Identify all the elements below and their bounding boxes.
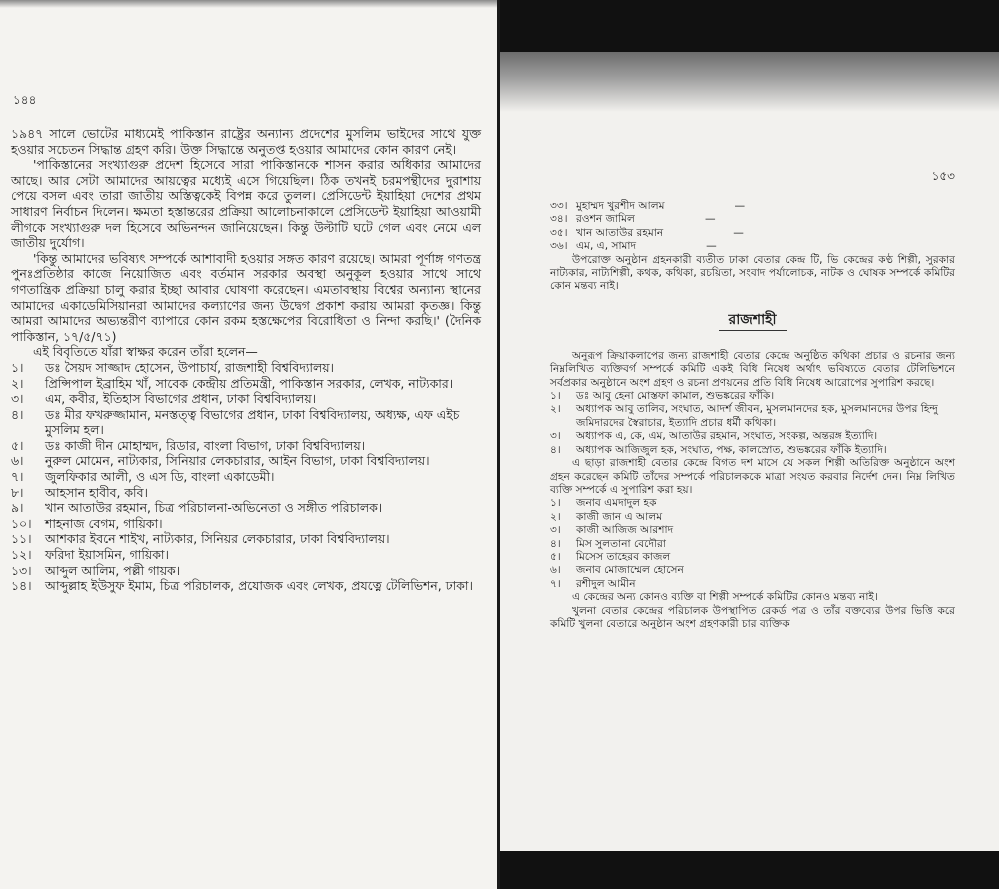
paragraph-1: ১৯৪৭ সালে ভোটের মাধ্যমেই পাকিস্তান রাষ্ট্রের অন্যান্য প্রদেশের মুসলিম ভাইদের সাথে যুক্ত হওয়ার সচেতন সিদ্ধান্ত গ্রহণ করি। উক্ত সিদ্ধান্তে অনুতপ্ত হওয়ার আমাদের কোন কারণ নেই। bbox=[11, 126, 481, 157]
item-text: এম, কবীর, ইতিহাস বিভাগের প্রধান, ঢাকা বিশ্ববিদ্যালয়। bbox=[45, 391, 317, 407]
list-item bbox=[11, 438, 481, 454]
item-dash: — bbox=[706, 240, 717, 253]
item-text: ডঃ সৈয়দ সাজ্জাদ হোসেন, উপাচার্য, রাজশাহী বিশ্ববিদ্যালয়। bbox=[45, 359, 334, 375]
list-item bbox=[550, 551, 955, 564]
list-item bbox=[11, 391, 481, 407]
item-number: ৬। bbox=[11, 453, 24, 469]
item-text: আশকার ইবনে শাইখ, নাট্যকার, সিনিয়র লেকচারার, ঢাকা বিশ্ববিদ্যালয়। bbox=[45, 531, 390, 547]
item-text: আব্দুল্লাহ ইউসুফ ইমাম, চিত্র পরিচালক, প্রযোজক এবং লেখক, প্রযত্নে টেলিভিশন, ঢাকা। bbox=[45, 578, 473, 594]
name-list-top bbox=[550, 200, 955, 254]
list-item bbox=[11, 516, 481, 532]
item-number: ১৪। bbox=[11, 578, 32, 594]
paragraph-no-comment: এ কেন্দ্রের অন্য কোনও ব্যক্তি বা শিল্পী সম্পর্কে কমিটির কোনও মন্তব্য নাই। bbox=[572, 591, 878, 604]
item-text: জনাব এমদাদুল হক bbox=[576, 497, 657, 510]
item-number: ৩৪। bbox=[550, 213, 568, 226]
item-number: ৩৫। bbox=[550, 226, 568, 239]
item-number: ৯। bbox=[11, 500, 24, 516]
item-number: ২। bbox=[550, 510, 561, 523]
item-number: ১। bbox=[550, 390, 561, 403]
right-page bbox=[500, 52, 999, 851]
list-item bbox=[550, 227, 955, 240]
scan-edge-shadow bbox=[0, 0, 497, 8]
list-item bbox=[550, 524, 955, 537]
list-item bbox=[550, 200, 955, 213]
item-text: জনাব মোজাম্মেল হোসেন bbox=[576, 564, 684, 577]
item-number: ১০। bbox=[11, 515, 32, 531]
list-item bbox=[550, 390, 955, 403]
list-item bbox=[11, 578, 481, 594]
page-number-right: ১৫৩ bbox=[931, 169, 955, 183]
paragraph-4: এই বিবৃতিতে যাঁরা স্বাক্ষর করেন তাঁরা হলেন— bbox=[33, 344, 258, 360]
item-text: অধ্যাপক আবু তালিব, সংঘাত, আদর্শ জীবন, মুসলমানদের হক, মুসলমানদের উপর হিন্দু জমিদারদের স্বৈরাচার, ইত্যাদি প্রচার ধর্মী কথিকা। bbox=[576, 403, 938, 429]
item-text: ডঃ মীর ফখরুজ্জামান, মনস্তত্ত্ব বিভাগের প্রধান, ঢাকা বিশ্ববিদ্যালয়, অধ্যক্ষ, এফ এইচ মুসলিম হল। bbox=[45, 406, 460, 438]
page-number-left: ১৪৪ bbox=[13, 93, 37, 107]
list-item bbox=[11, 360, 481, 376]
item-text: অধ্যাপক আজিজুল হক, সংঘাত, পক্ষ, কালস্রোত, শুভঙ্করের ফাঁকি ইত্যাদি। bbox=[576, 443, 887, 456]
item-text: আহসান হাবীব, কবি। bbox=[45, 484, 148, 500]
item-number: ৩। bbox=[11, 391, 24, 407]
item-dash: — bbox=[734, 200, 746, 212]
section-heading-text: রাজশাহী bbox=[719, 312, 787, 331]
item-number: ১৩। bbox=[11, 562, 32, 578]
paragraph-rajshahi: অনুরূপ ক্রিয়াকলাপের জন্য রাজশাহী বেতার কেন্দ্রে অনুষ্ঠিত কথিকা প্রচার ও রচনার জন্য নিম্নলিখিত ব্যক্তিবর্গ সম্পর্কে কমিটি একই বিধি নিষেধ অর্থাৎ ভবিষ্যতে বেতার টেলিভিশনে সর্বপ্রকার অনুষ্ঠানে অংশ গ্রহণ ও রচনা প্রণয়নের প্রতি বিধি নিষেধ আরোপের সুপারিশ করছে। bbox=[550, 349, 955, 389]
item-number: ৭। bbox=[550, 577, 561, 590]
section-heading bbox=[550, 308, 955, 332]
left-page bbox=[0, 0, 497, 889]
item-number: ৩। bbox=[550, 430, 561, 443]
list-item bbox=[11, 500, 481, 516]
list-item bbox=[11, 485, 481, 501]
list-item bbox=[550, 497, 955, 510]
list-item bbox=[11, 376, 481, 392]
item-text: খান আতাউর রহমান, চিত্র পরিচালনা-অভিনেতা ও সঙ্গীত পরিচালক। bbox=[45, 500, 383, 516]
paragraph-2: 'পাকিস্তানের সংখ্যাগুরু প্রদেশ হিসেবে সারা পাকিস্তানকে শাসন করার অধিকার আমাদের আছে। আর সেটা আমাদের আয়ত্বের মধ্যেই এসে গিয়েছিল। ঠিক তখনই চরমপন্থীদের দুরাশায় পেয়ে বসল এবং তারা জাতীয় অস্তিত্বকেই বিপন্ন করে তুলল। প্রেসিডেন্ট ইয়াহিয়া দেশের প্রথম সাধারণ নির্বাচন দিলেন। ক্ষমতা হস্তান্তরের প্রক্রিয়া আলোচনাকালে প্রেসিডেন্ট ইয়াহিয়া আওয়ামী লীগকে সংখ্যাগুরু দল হিসেবে অভিনন্দন জানিয়েছেন। কিন্তু উল্টাটি ঘটে গেল এবং নেমে এল জাতীয় দুর্যোগ। bbox=[11, 157, 481, 251]
scan-border-bottom bbox=[500, 851, 999, 889]
list-item bbox=[550, 538, 955, 551]
list-item bbox=[550, 444, 955, 457]
item-text: রশীদুল আমীন bbox=[576, 577, 636, 590]
paragraph-committee-note: উপরোক্ত অনুষ্ঠান গ্রহনকারী ব্যতীত ঢাকা বেতার কেন্দ্র টি, ভি কেন্দ্রের কণ্ঠ শিল্পী, সুরকার নাট্যকার, নাট্যশিল্পী, কথক, কথিকা, রচয়িতা, সংবাদ পর্যালোচক, নাটক ও ঘোষক সম্পর্কে কমিটির কোন মন্তব্য নাই। bbox=[550, 253, 955, 293]
item-number: ৫। bbox=[550, 550, 561, 563]
item-text: শাহনাজ বেগম, গায়িকা। bbox=[45, 515, 163, 531]
paragraph-3: 'কিন্তু আমাদের ভবিষ্যৎ সম্পর্কে আশাবাদী হওয়ার সঙ্গত কারণ রয়েছে। আমরা পূর্ণাঙ্গ গণতন্ত্র পুনঃপ্রতিষ্ঠার কাজে নিয়োজিত এবং বর্তমান সরকার অবস্থা অনুকূল হওয়ার সাথে সাথে গণতান্ত্রিক প্রক্রিয়া চালু করার ইচ্ছা আবার ঘোষণা করেছেন। এমতাবস্থায় বিশ্বের অন্যান্য স্থানের আমাদের একাডেমিসিয়ানরা আমাদের কল্যাণের জন্য উদ্বেগ প্রকাশ করায় আমরা কৃতজ্ঞ। কিন্তু আমরা আমাদের অভ্যন্তরীণ ব্যাপারে কোন রকম হস্তক্ষেপের বিরোধিতা ও নিন্দা করছি।' (দৈনিক পাকিস্তান, ১৭/৫/৭১) bbox=[11, 250, 481, 344]
item-text: আব্দুল আলিম, পল্লী গায়ক। bbox=[45, 562, 181, 578]
scan-border-top bbox=[500, 0, 999, 52]
item-text: মিস সুলতানা বেদৌরা bbox=[576, 537, 666, 550]
item-text: রওশন জামিল bbox=[576, 213, 635, 226]
item-dash: — bbox=[733, 226, 744, 239]
item-number: ৫। bbox=[11, 437, 24, 453]
item-number: ৩। bbox=[550, 524, 561, 537]
scan-edge-shadow bbox=[500, 52, 999, 112]
item-text: অধ্যাপক এ, কে, এম, আতাউর রহমান, সংঘাত, সংকল্প, অন্তরঙ্গ ইত্যাদি। bbox=[576, 430, 878, 443]
signatory-list bbox=[11, 360, 481, 594]
list-item bbox=[11, 407, 481, 438]
item-text: জুলফিকার আলী, ও এস ডি, বাংলা একাডেমী। bbox=[45, 469, 275, 485]
list-item bbox=[11, 563, 481, 579]
item-text: কাজী জান এ আলম bbox=[576, 510, 663, 523]
list-item bbox=[550, 511, 955, 524]
item-text: মুহাম্মদ খুরশীদ আলম bbox=[576, 200, 665, 212]
list-item bbox=[11, 469, 481, 485]
paragraph-khulna: খুলনা বেতার কেন্দ্রের পরিচালক উপস্থাপিত রেকর্ড পত্র ও তাঁর বক্তব্যের উপর ভিত্তি করে কমিটি খুলনা বেতারে অনুষ্ঠান অংশ গ্রহণকারী চার ব্যক্তিক bbox=[550, 604, 955, 630]
item-number: ১২। bbox=[11, 547, 32, 563]
item-number: ৭। bbox=[11, 469, 24, 485]
item-number: ৮। bbox=[11, 484, 24, 500]
list-item bbox=[11, 547, 481, 563]
item-number: ৪। bbox=[550, 443, 561, 456]
item-text: খান আতাউর রহমান bbox=[576, 226, 664, 239]
item-number: ৪। bbox=[11, 406, 24, 422]
list-item bbox=[11, 453, 481, 469]
item-text: কাজী আজিজ আরশাদ bbox=[576, 524, 674, 537]
list-item bbox=[11, 531, 481, 547]
item-number: ১। bbox=[11, 359, 24, 375]
item-number: ১১। bbox=[11, 531, 32, 547]
item-number: ৩৬। bbox=[550, 240, 568, 253]
item-number: ৩৩। bbox=[550, 200, 568, 212]
list-item bbox=[550, 564, 955, 577]
item-text: প্রিন্সিপাল ইব্রাহিম খাঁ, সাবেক কেন্দ্রীয় প্রতিমন্ত্রী, পাকিস্তান সরকার, লেখক, নাট্যকার। bbox=[45, 375, 454, 391]
list-item bbox=[550, 403, 955, 430]
list-item bbox=[550, 430, 955, 443]
item-text: ফরিদা ইয়াসমিন, গায়িকা। bbox=[45, 547, 169, 563]
item-text: নুরুল মোমেন, নাট্যকার, সিনিয়ার লেকচারার, আইন বিভাগ, ঢাকা বিশ্ববিদ্যালয়। bbox=[45, 453, 430, 469]
list-item bbox=[550, 213, 955, 226]
list-item bbox=[550, 578, 955, 591]
item-text: এম, এ, সামাদ bbox=[576, 240, 637, 253]
paragraph-artists: এ ছাড়া রাজশাহী বেতার কেন্দ্রে বিগত দশ মাসে যে সকল শিল্পী অতিরিক্ত অনুষ্ঠানে অংশ গ্রহন করেছেন কমিটি তাঁদের সম্পর্কে পরিচালককে মাত্রা সংযত করবার নির্দেশ দেন। নিম্ন লিখিত ব্যক্তি সম্পর্কে এ সুপারিশ করা হয়। bbox=[550, 457, 955, 496]
item-text: ডঃ আবু হেনা মোস্তফা কামাল, শুভঙ্করের ফাঁকি। bbox=[576, 390, 775, 403]
item-number: ২। bbox=[550, 403, 561, 416]
item-number: ২। bbox=[11, 375, 24, 391]
artist-list bbox=[550, 497, 955, 591]
item-number: ৪। bbox=[550, 537, 561, 550]
item-text: ডঃ কাজী দীন মোহাম্মদ, রিডার, বাংলা বিভাগ, ঢাকা বিশ্ববিদ্যালয়। bbox=[45, 437, 366, 453]
item-dash: — bbox=[704, 213, 716, 226]
rajshahi-list bbox=[550, 390, 955, 457]
item-text: মিসেস তাহেরব কাজল bbox=[576, 550, 671, 563]
item-number: ৬। bbox=[550, 564, 561, 577]
item-number: ১। bbox=[550, 497, 561, 510]
list-item bbox=[550, 240, 955, 253]
